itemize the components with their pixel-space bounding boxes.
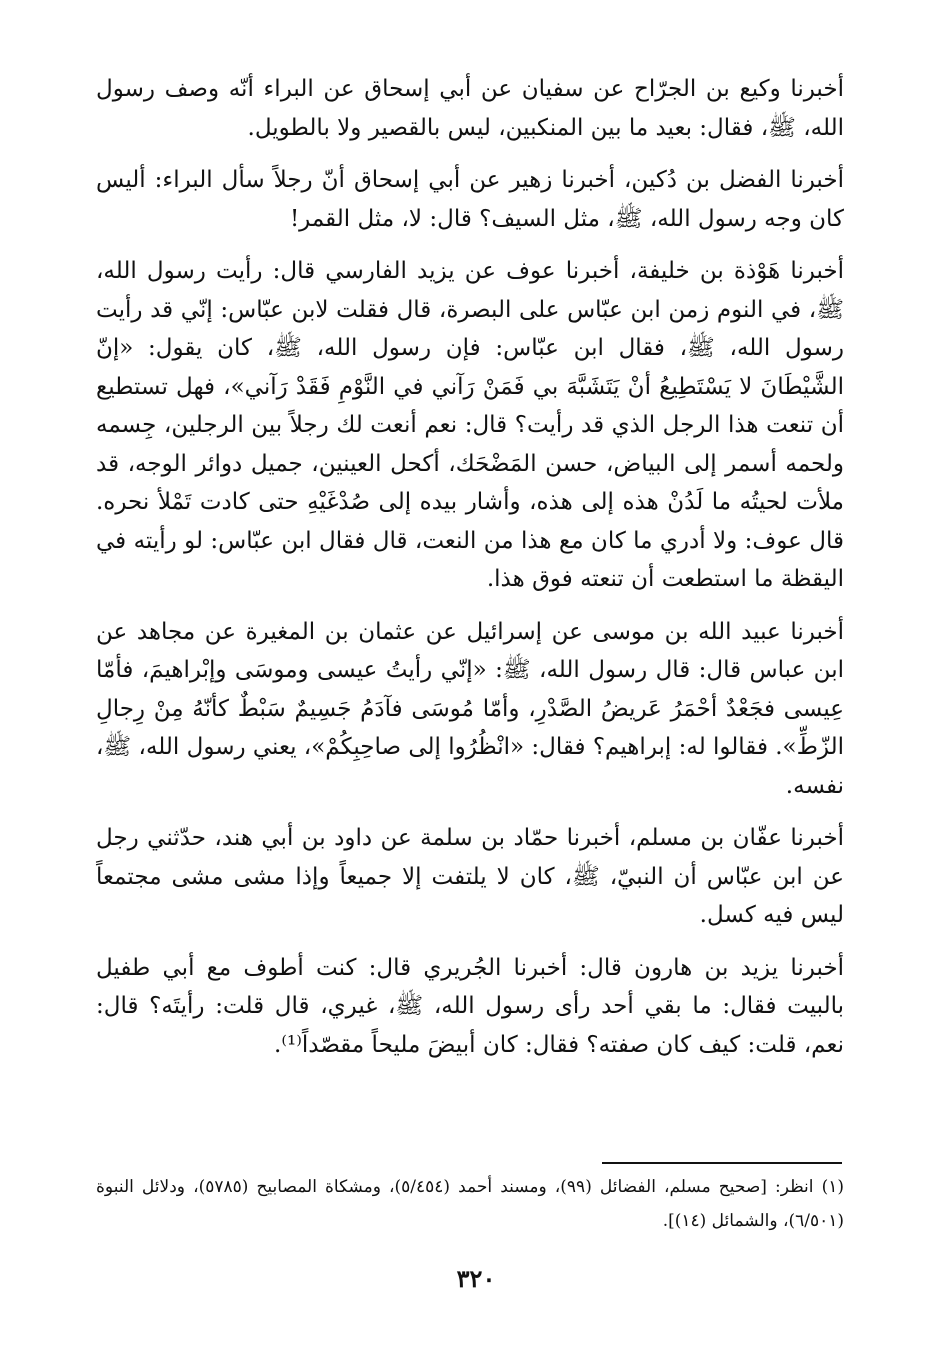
paragraph: أخبرنا هَوْذة بن خليفة، أخبرنا عوف عن يزيد الفارسي قال: رأيت رسول الله، ﷺ، في النوم زمن ابن عبّاس على البصرة، قال فقلت لابن عبّاس: إنّي قد رأيت رسول الله، ﷺ، فقال ابن عبّاس: فإن رسول الله، ﷺ، كان يقول: «إنّ الشَّيْطَانَ لا يَسْتَطِيعُ أنْ يَتَشَبَّهَ بي فَمَنْ رَآني في النَّوْمِ فَقَدْ رَآني»، فهل تستطيع أن تنعت هذا الرجل الذي قد رأيت؟ قال: نعم أنعت لك رجلاً بين الرجلين، جِسمه ولحمه أسمر إلى البياض، حسن المَضْحَك، أكحل العينين، جميل دوائر الوجه، قد ملأت لحيتُه ما لَدُنْ هذه إلى هذه، وأشار بيده إلى صُدْغَيْهِ حتى كادت تَمْلأ نحره. قال عوف: ولا أدري ما كان مع هذا من النعت، قال فقال ابن عبّاس: لو رأيته في اليقظة ما استطعت أن تنعته فوق هذا. [96, 258, 844, 592]
paragraph: أخبرنا عفّان بن مسلم، أخبرنا حمّاد بن سلمة عن داود بن أبي هند، حدّثني رجل عن ابن عبّاس أن النبيّ، ﷺ، كان لا يلتفت إلا جميعاً وإذا مشى مشى مجتمعاً ليس فيه كسل. [96, 825, 844, 928]
paragraph: أخبرنا وكيع بن الجرّاح عن سفيان عن أبي إسحاق عن البراء أنّه وصف رسول الله، ﷺ، فقال: بعيد ما بين المنكبين، ليس بالقصير ولا بالطويل. [96, 76, 844, 141]
page-number: ٣٢٠ [456, 1264, 496, 1293]
footnote: (١) انظر: [صحيح مسلم، الفضائل (٩٩)، ومسند أحمد (٥/٤٥٤)، ومشكاة المصابيح (٥٧٨٥)، ودلائل النبوة (٦/٥٠١)، والشمائل (١٤)]. [96, 1177, 844, 1231]
footnote-divider [602, 1162, 842, 1164]
paragraph: أخبرنا يزيد بن هارون قال: أخبرنا الجُريري قال: كنت أطوف مع أبي طفيل بالبيت فقال: ما بقي أحد رأى رسول الله، ﷺ، غيري، قال قلت: رأيتَه؟ قال: نعم، قلت: كيف كان صفته؟ فقال: كان أبيضَ مليحاً مقصّداً⁽¹⁾. [96, 954, 844, 1058]
paragraph: أخبرنا عبيد الله بن موسى عن إسرائيل عن عثمان بن المغيرة عن مجاهد عن ابن عباس قال: قال رسول الله، ﷺ: «إنّي رأيتُ عيسى وموسَى وإبْراهيمَ، فأمّا عِيسى فجَعْدٌ أحْمَرُ عَريضُ الصَّدْرِ، وأمّا مُوسَى فآدَمُ جَسِيمٌ سَبْطٌ كأنّهُ مِنْ رِجالِ الزّطِّ». فقالوا له: إبراهيم؟ فقال: «انْظُرُوا إلى صاحِبِكُمْ»، يعني رسول الله، ﷺ، نفسه. [96, 618, 844, 799]
main-text [96, 70, 844, 1078]
paragraph: أخبرنا الفضل بن دُكين، أخبرنا زهير عن أبي إسحاق أنّ رجلاً سأل البراء: أليس كان وجه رسول الله، ﷺ، مثل السيف؟ قال: لا، مثل القمر! [96, 167, 844, 232]
footnotes [96, 1170, 844, 1238]
